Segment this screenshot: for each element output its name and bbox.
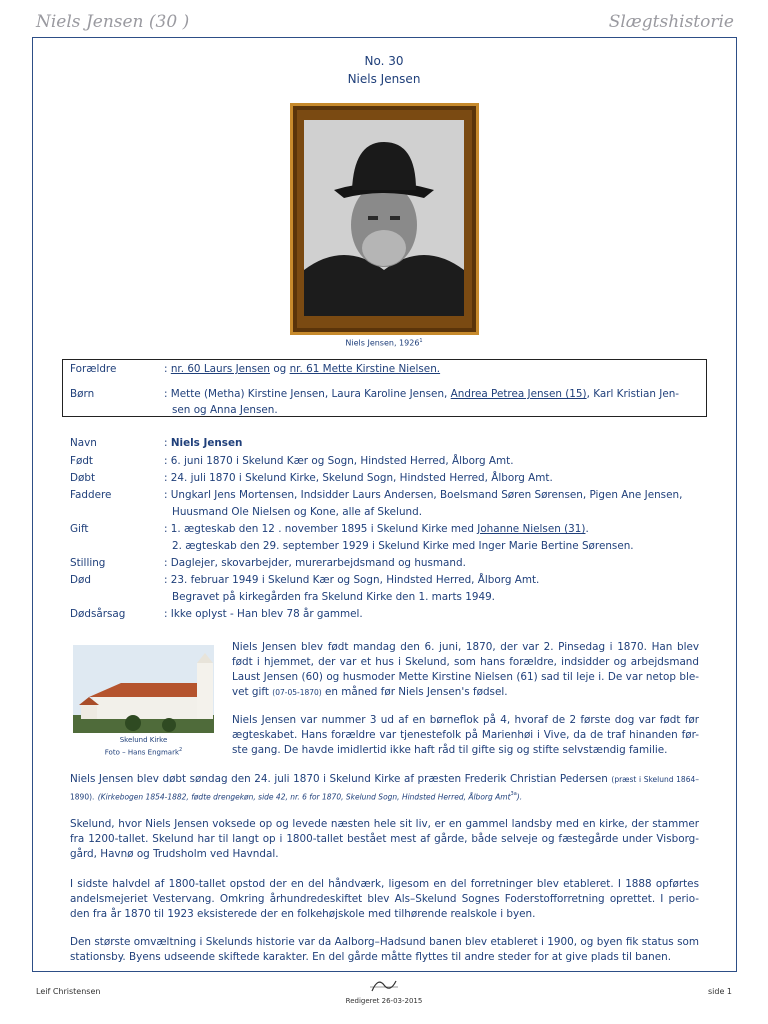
baptized-value: : 24. juli 1870 i Skelund Kirke, Skelund Sogn, Hindsted Herred, Ålborg Amt.	[164, 472, 553, 484]
death-value-2: Begravet på kirkegården fra Skelund Kirke den 1. marts 1949.	[172, 591, 495, 603]
married-value-2: 2. ægteskab den 29. september 1929 i Skelund Kirke med Inger Marie Bertine Sørensen.	[172, 540, 634, 552]
occupation-label: Stilling	[70, 557, 106, 569]
godparents-label: Faddere	[70, 489, 112, 501]
person-number: No. 30	[364, 54, 404, 68]
mother-link[interactable]: nr. 61 Mette Kirstine Nielsen.	[289, 363, 441, 375]
paragraph-railway: Den største omvæltning i Skelunds historie var da Aalborg–Hadsund banen blev etableret i 1900, og byen fik status som stationsby. Byens udseende skiftede karakter. En del gårde måtte flyttes til andre steder for at give plads til banen.	[70, 936, 699, 963]
footer-edited-date: Redigeret 26-03-2015	[345, 997, 423, 1005]
born-label: Født	[70, 455, 94, 467]
church-photo	[73, 645, 214, 733]
name-value: : Niels Jensen	[164, 437, 243, 449]
spouse-link[interactable]: Johanne Nielsen (31)	[477, 523, 586, 535]
church-caption: Skelund Kirke Foto – Hans Engmark$^2$	[104, 736, 183, 757]
paragraph-skelund: Skelund, hvor Niels Jensen voksede op og levede næsten hele sit liv, er en gammel landsby med en kirke, der stammer fra 1200-tallet. Skelund har til langt op i 1800-tallet bestået mest af gårde, både selveje og fæstegårde under Visborg-gård, Havnø og Trudsholm ved Havndal.	[70, 818, 699, 860]
godparents-value-2: Huusmand Ole Nielsen og Kone, alle af Skelund.	[172, 506, 423, 518]
footer-page-number: side 1	[707, 987, 732, 996]
signature-logo-icon	[368, 975, 400, 999]
occupation-value: : Daglejer, skovarbejder, murerarbejdsmand og husmand.	[164, 557, 466, 569]
paragraph-1800s: I sidste halvdel af 1800-tallet opstod der en del håndværk, ligesom en del forretninger blev etableret. I 1888 opførtes andelsmejeriet Vestervang. Omkring århundredeskiftet blev Als–Skelund Sognes Foderstofforretning oprettet. I perio-den fra år 1870 til 1923 eksisterede der en folkehøjskole med tilhørende realskole i byen.	[70, 878, 699, 920]
header-section: Slægtshistorie	[608, 12, 734, 32]
born-value: : 6. juni 1870 i Skelund Kær og Sogn, Hindsted Herred, Ålborg Amt.	[164, 455, 514, 467]
father-link[interactable]: nr. 60 Laurs Jensen	[170, 363, 271, 375]
married-value: : 1. ægteskab den 12 . november 1895 i Skelund Kirke med Johanne Nielsen (31).	[164, 523, 589, 535]
cause-label: Dødsårsag	[70, 608, 126, 620]
children-label: Børn	[70, 388, 95, 400]
paragraph-siblings: Niels Jensen var nummer 3 ud af en børneflok på 4, hvoraf de 2 første dog var født før ægteskabet. Hans forældre var tjenestefolk på Marienhøi i Vive, da de traf hinanden før-ste gang. De havde imidlertid ikke haft råd til gifte sig og stifte selvstændig familie.	[232, 714, 699, 756]
godparents-value: : Ungkarl Jens Mortensen, Indsidder Laurs Andersen, Boelsmand Søren Sørensen, Pigen Ane Jensen,	[164, 489, 683, 501]
portrait-frame	[290, 103, 479, 335]
parents-value: : nr. 60 Laurs Jensen og nr. 61 Mette Kirstine Nielsen.	[164, 363, 441, 375]
header-title: Niels Jensen (30 )	[36, 12, 190, 32]
baptized-label: Døbt	[70, 472, 96, 484]
married-label: Gift	[70, 523, 89, 535]
children-value: : Mette (Metha) Kirstine Jensen, Laura Karoline Jensen, Andrea Petrea Jensen (15), Karl Kristian Jen-	[164, 388, 680, 400]
person-name: Niels Jensen	[347, 72, 421, 86]
death-label: Død	[70, 574, 91, 586]
name-label: Navn	[70, 437, 97, 449]
footer-author: Leif Christensen	[36, 987, 101, 996]
paragraph-baptism: Niels Jensen blev døbt søndag den 24. juli 1870 i Skelund Kirke af præsten Frederik Christian Pedersen (præst i Skelund 1864–1890). (Kirkebogen 1854-1882, fødte drengekøn, side 42, nr. 6 for 1870, Skelund Sogn, Hindsted Herred, Ålborg Amt$^{3a}$).	[70, 773, 699, 802]
parents-label: Forældre	[70, 363, 117, 375]
child-link[interactable]: Andrea Petrea Jensen (15)	[450, 388, 587, 400]
portrait-caption: Niels Jensen, 1926$^1$	[345, 338, 423, 348]
children-value-2: sen og Anna Jensen.	[172, 404, 278, 416]
cause-value: : Ikke oplyst - Han blev 78 år gammel.	[164, 608, 363, 620]
portrait-photo	[304, 120, 464, 316]
paragraph-birth: Niels Jensen blev født mandag den 6. juni, 1870, der var 2. Pinsedag i 1870. Han blev født i hjemmet, der var et hus i Skelund, som hans forældre, indsidder og arbejdsmand Laust Jensen (60) og husmoder Mette Kirstine Nielsen (61) sad til leje i. De var netop ble-vet gift (07-05-1870) en måned før Niels Jensen's fødsel.	[232, 641, 699, 698]
death-value: : 23. februar 1949 i Skelund Kær og Sogn, Hindsted Herred, Ålborg Amt.	[164, 574, 540, 586]
